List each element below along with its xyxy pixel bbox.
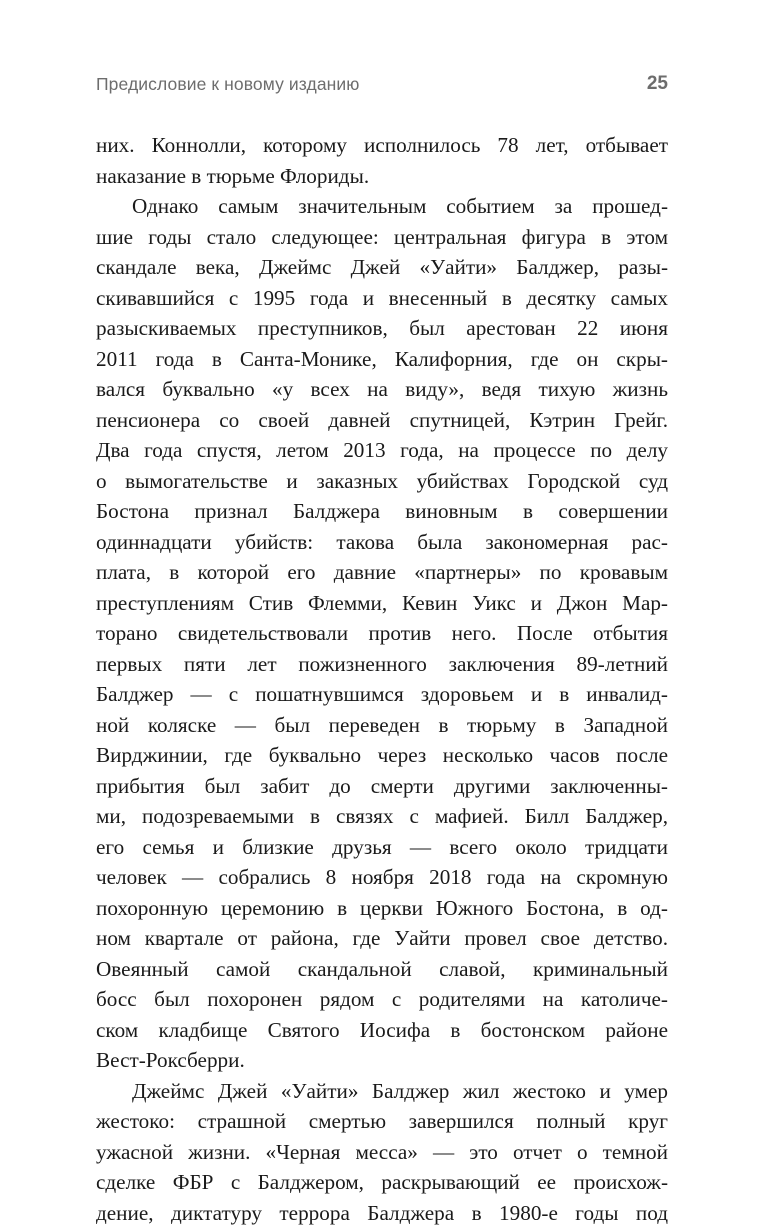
text-line: его семья и близкие друзья — всего около тридцати [96,832,668,863]
body-text [96,130,668,1228]
text-line: пенсионера со своей давней спутницей, Кэтрин Грейг. [96,405,668,436]
text-line: прибытия был забит до смерти другими заключенны- [96,771,668,802]
page-number: 25 [647,73,668,95]
text-line: ном квартале от района, где Уайти провел свое детство. [96,923,668,954]
text-line: о вымогательстве и заказных убийствах Городской суд [96,466,668,497]
text-line: дение, диктатуру террора Балджера в 1980-е годы под [96,1198,668,1228]
text-line: скивавшийся с 1995 года и внесенный в десятку самых [96,283,668,314]
text-line: сделке ФБР с Балджером, раскрывающий ее происхож- [96,1167,668,1198]
text-line: скандале века, Джеймс Джей «Уайти» Балджер, разы- [96,252,668,283]
text-line: ми, подозреваемыми в связях с мафией. Билл Балджер, [96,801,668,832]
text-line: Вирджинии, где буквально через несколько часов после [96,740,668,771]
text-line: босс был похоронен рядом с родителями на католиче- [96,984,668,1015]
text-line: шие годы стало следующее: центральная фигура в этом [96,222,668,253]
text-line: Джеймс Джей «Уайти» Балджер жил жестоко и умер [96,1076,668,1107]
text-line: Овеянный самой скандальной славой, криминальный [96,954,668,985]
text-line: Однако самым значительным событием за прошед- [96,191,668,222]
paragraph-3 [96,1076,668,1228]
paragraph-1 [96,130,668,191]
text-line: преступлениям Стив Флемми, Кевин Уикс и Джон Мар- [96,588,668,619]
text-line: ском кладбище Святого Иосифа в бостонском районе [96,1015,668,1046]
text-line: 2011 года в Санта-Монике, Калифорния, где он скры- [96,344,668,375]
text-line: ужасной жизни. «Черная месса» — это отчет о темной [96,1137,668,1168]
text-line: Бостона признал Балджера виновным в совершении [96,496,668,527]
text-line: жестоко: страшной смертью завершился полный круг [96,1106,668,1137]
text-line: первых пяти лет пожизненного заключения 89-летний [96,649,668,680]
text-line: Два года спустя, летом 2013 года, на процессе по делу [96,435,668,466]
text-line: торано свидетельствовали против него. После отбытия [96,618,668,649]
text-line: одиннадцати убийств: такова была закономерная рас- [96,527,668,558]
running-title: Предисловие к новому изданию [96,74,360,95]
text-line: них. Коннолли, которому исполнилось 78 лет, отбывает [96,130,668,161]
text-line: наказание в тюрьме Флориды. [96,161,668,192]
running-head [96,74,668,100]
text-line: похоронную церемонию в церкви Южного Бостона, в од- [96,893,668,924]
text-line: плата, в которой его давние «партнеры» по кровавым [96,557,668,588]
text-line: Вест-Роксберри. [96,1045,668,1076]
paragraph-2 [96,191,668,1076]
text-line: разыскиваемых преступников, был арестован 22 июня [96,313,668,344]
text-line: ной коляске — был переведен в тюрьму в Западной [96,710,668,741]
text-line: человек — собрались 8 ноября 2018 года на скромную [96,862,668,893]
text-line: Балджер — с пошатнувшимся здоровьем и в инвалид- [96,679,668,710]
text-line: вался буквально «у всех на виду», ведя тихую жизнь [96,374,668,405]
